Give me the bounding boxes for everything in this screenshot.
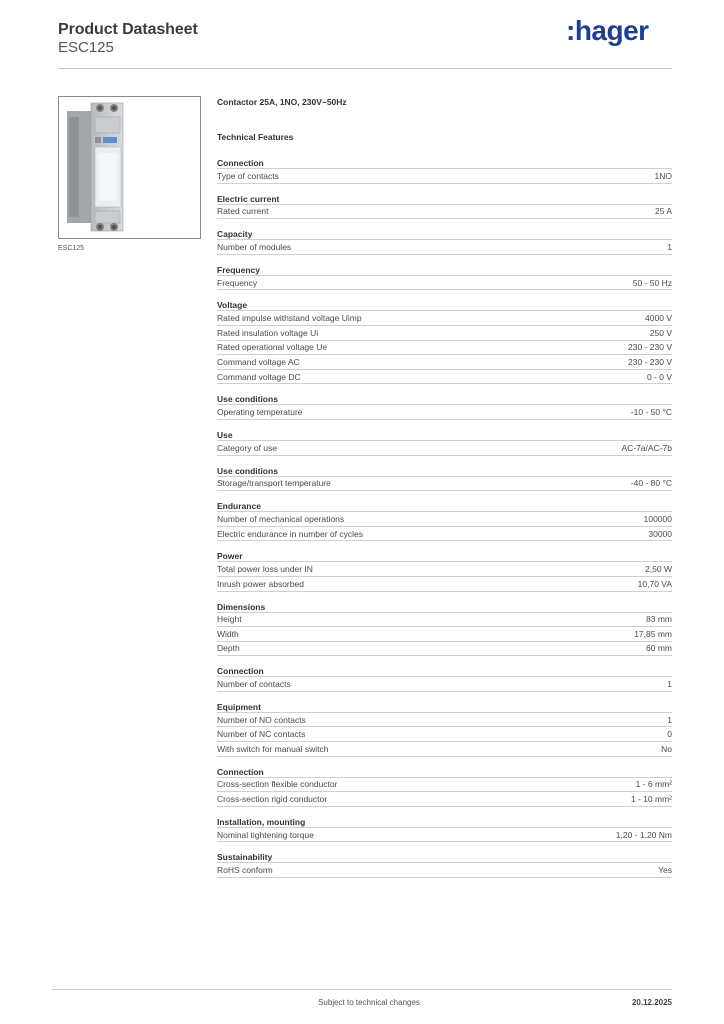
spec-label: Number of NC contacts xyxy=(217,729,306,740)
spec-label: Type of contacts xyxy=(217,170,279,181)
spec-section xyxy=(217,157,672,184)
spec-value: 1 - 10 mm² xyxy=(630,794,672,805)
spec-value: 1 xyxy=(667,679,672,690)
spec-label: Electric endurance in number of cycles xyxy=(217,528,363,539)
spec-label: Inrush power absorbed xyxy=(217,578,304,589)
section-title: Use xyxy=(217,429,672,441)
spec-label: Command voltage DC xyxy=(217,371,301,382)
spec-value: 1 - 6 mm² xyxy=(635,779,672,790)
spec-row xyxy=(217,169,672,184)
spec-label: Command voltage AC xyxy=(217,356,300,367)
spec-value: -40 - 80 °C xyxy=(630,478,672,489)
section-title: Use conditions xyxy=(217,393,672,405)
spec-value: 17,85 mm xyxy=(634,628,672,639)
product-description: Contactor 25A, 1NO, 230V~50Hz xyxy=(217,97,347,107)
contactor-device-image xyxy=(59,97,200,238)
spec-value: 2,50 W xyxy=(645,564,672,575)
spec-row xyxy=(217,577,672,592)
spec-value: 4000 V xyxy=(645,313,672,324)
spec-row xyxy=(217,727,672,742)
spec-label: Height xyxy=(217,614,242,625)
product-code: ESC125 xyxy=(58,39,114,56)
spec-value: 60 mm xyxy=(646,643,672,654)
spec-value: 1 xyxy=(667,714,672,725)
spec-value: 30000 xyxy=(648,528,672,539)
section-title: Equipment xyxy=(217,701,672,713)
spec-row xyxy=(217,341,672,356)
logo-text: :hager xyxy=(566,15,649,46)
spec-row xyxy=(217,778,672,793)
spec-value: 230 - 230 V xyxy=(628,342,672,353)
footer-divider xyxy=(52,989,672,990)
spec-value: 0 xyxy=(667,729,672,740)
spec-row xyxy=(217,370,672,385)
spec-row xyxy=(217,828,672,843)
section-title: Use conditions xyxy=(217,465,672,477)
spec-row xyxy=(217,742,672,757)
section-title: Capacity xyxy=(217,228,672,240)
spec-row xyxy=(217,326,672,341)
spec-section xyxy=(217,816,672,843)
spec-section xyxy=(217,264,672,291)
spec-value: 100000 xyxy=(643,513,672,524)
spec-value: 250 V xyxy=(649,327,672,338)
spec-row xyxy=(217,627,672,642)
spec-row xyxy=(217,613,672,628)
section-title: Connection xyxy=(217,157,672,169)
spec-value: No xyxy=(661,743,672,754)
section-title: Dimensions xyxy=(217,601,672,613)
page-title: Product Datasheet xyxy=(58,21,198,38)
spec-value: 1,20 - 1,20 Nm xyxy=(615,829,672,840)
section-title: Sustainability xyxy=(217,851,672,863)
spec-label: Number of mechanical operations xyxy=(217,513,345,524)
product-image xyxy=(58,96,201,239)
spec-row xyxy=(217,311,672,326)
spec-section xyxy=(217,299,672,384)
spec-section xyxy=(217,601,672,657)
hager-logo[interactable] xyxy=(566,14,649,48)
header-divider xyxy=(58,68,672,69)
spec-row xyxy=(217,276,672,291)
spec-section xyxy=(217,429,672,456)
spec-row xyxy=(217,355,672,370)
spec-label: Rated impulse withstand voltage Uimp xyxy=(217,313,362,324)
spec-section xyxy=(217,465,672,492)
spec-label: Rated current xyxy=(217,206,269,217)
spec-row xyxy=(217,677,672,692)
spec-value: 50 - 50 Hz xyxy=(632,277,672,288)
spec-label: Operating temperature xyxy=(217,407,303,418)
spec-section xyxy=(217,665,672,692)
spec-label: Width xyxy=(217,628,239,639)
spec-row xyxy=(217,477,672,492)
spec-label: Cross-section flexible conductor xyxy=(217,779,338,790)
spec-value: 10,70 VA xyxy=(637,578,672,589)
spec-label: Storage/transport temperature xyxy=(217,478,331,489)
footer-note: Subject to technical changes xyxy=(318,998,420,1007)
spec-section xyxy=(217,550,672,591)
spec-row xyxy=(217,713,672,728)
spec-label: Rated insulation voltage Ui xyxy=(217,327,319,338)
footer-date: 20.12.2025 xyxy=(631,998,672,1007)
spec-value: 1 xyxy=(667,241,672,252)
spec-section xyxy=(217,701,672,757)
spec-row xyxy=(217,562,672,577)
image-caption: ESC125 xyxy=(58,245,85,252)
spec-value: AC-7a/AC-7b xyxy=(621,442,672,453)
spec-row xyxy=(217,405,672,420)
spec-row xyxy=(217,512,672,527)
spec-label: Category of use xyxy=(217,442,278,453)
spec-section xyxy=(217,500,672,541)
spec-value: 230 - 230 V xyxy=(628,356,672,367)
section-title: Connection xyxy=(217,665,672,677)
spec-label: Number of NO contacts xyxy=(217,714,306,725)
spec-label: Depth xyxy=(217,643,240,654)
spec-row xyxy=(217,205,672,220)
technical-features-heading: Technical Features xyxy=(217,132,294,142)
spec-value: -10 - 50 °C xyxy=(630,407,672,418)
spec-label: Number of modules xyxy=(217,241,292,252)
spec-sections xyxy=(217,157,672,878)
section-title: Power xyxy=(217,550,672,562)
spec-value: 83 mm xyxy=(646,614,672,625)
spec-row xyxy=(217,240,672,255)
spec-row xyxy=(217,863,672,878)
spec-label: RoHS conform xyxy=(217,865,273,876)
spec-value: 25 A xyxy=(654,206,672,217)
spec-section xyxy=(217,393,672,420)
spec-section xyxy=(217,766,672,807)
section-title: Voltage xyxy=(217,299,672,311)
spec-value: Yes xyxy=(658,865,672,876)
section-title: Frequency xyxy=(217,264,672,276)
spec-label: Nominal tightening torque xyxy=(217,829,314,840)
spec-label: Total power loss under IN xyxy=(217,564,313,575)
spec-row xyxy=(217,792,672,807)
datasheet-content xyxy=(217,96,672,887)
spec-label: With switch for manual switch xyxy=(217,743,329,754)
spec-section xyxy=(217,851,672,878)
spec-value: 0 - 0 V xyxy=(646,371,672,382)
spec-label: Number of contacts xyxy=(217,679,291,690)
spec-row xyxy=(217,642,672,657)
spec-section xyxy=(217,228,672,255)
spec-label: Cross-section rigid conductor xyxy=(217,794,328,805)
section-title: Installation, mounting xyxy=(217,816,672,828)
section-title: Connection xyxy=(217,766,672,778)
spec-value: 1NO xyxy=(654,170,672,181)
spec-row xyxy=(217,441,672,456)
spec-row xyxy=(217,527,672,542)
section-title: Endurance xyxy=(217,500,672,512)
spec-section xyxy=(217,193,672,220)
section-title: Electric current xyxy=(217,193,672,205)
spec-label: Rated operational voltage Ue xyxy=(217,342,328,353)
spec-label: Frequency xyxy=(217,277,258,288)
